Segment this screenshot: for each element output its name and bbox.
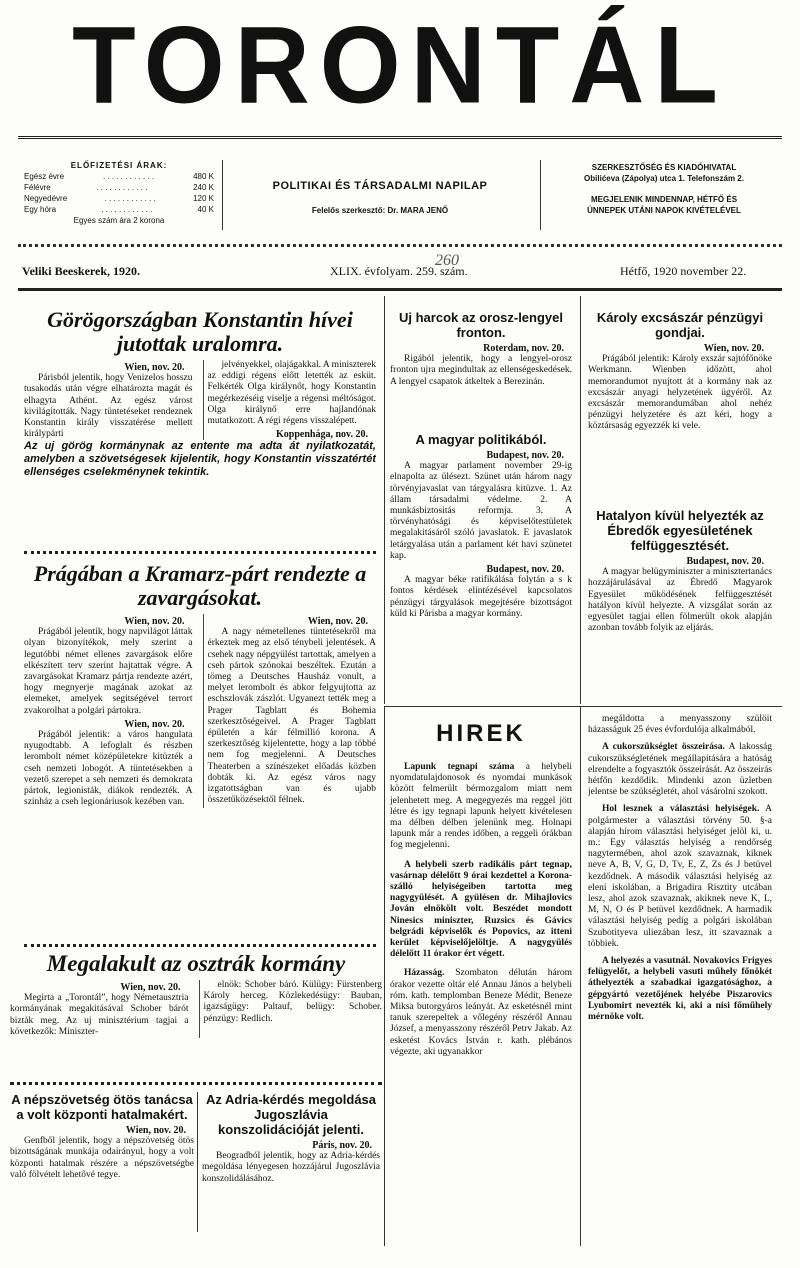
dateline: Wien, nov. 20.: [124, 362, 185, 373]
handwritten-number: 260: [435, 252, 459, 269]
article-karoly: [588, 310, 772, 506]
office-line: SZERKESZTŐSÉG ÉS KIADÓHIVATAL: [591, 163, 737, 172]
dateline-place: Veliki Beeskerek, 1920.: [22, 264, 141, 278]
headline: Uj harcok az orosz-lengyel fronton.: [399, 310, 563, 340]
news-title: A helybeli szerb radikális párt: [404, 859, 538, 870]
subscription-row: Egész évre . . . . . . . . . . . . 480 K: [24, 172, 214, 181]
article-body: Prágából jelentik: Károly exszár sajtófőnöke Werkmann. Wienben időzött, ahol memorandumot nyujtott át a kormány nak az excsászár anyagi helyzetének ügyéről. Az excsászár memorandumában ahol nehéz pénzügyi helyzetére és azt kéri, hogy a köztársaság egyezzék ki vele.: [588, 354, 772, 432]
hirek-left: [390, 762, 572, 1252]
masthead-rule: [18, 136, 782, 139]
article-adria: [202, 1092, 380, 1242]
article-body: Megirta a „Torontál”, hogy Németausztria kormányának megakitásával Schober bárót bizták meg. Az uj minisztérium tagjai a következők: Miniszter-: [10, 993, 189, 1037]
editor-line: Felelős szerkesztő: Dr. MARA JENŐ: [311, 206, 449, 215]
headline: A népszövetség ötös tanácsa a volt központi hatalmakért.: [11, 1092, 193, 1122]
dateline: Páris, nov. 20.: [312, 1140, 372, 1151]
subscription-row: Negyedévre . . . . . . . . . . . . 120 K: [24, 194, 214, 203]
subscription-heading: ELŐFIZETÉSI ÁRAK:: [70, 161, 168, 170]
subscription-row: Félévre . . . . . . . . . . . . 240 K: [24, 183, 214, 192]
office-line: MEGJELENIK MINDENNAP, HÉTFŐ ÉS: [590, 195, 738, 204]
office-line: ÜNNEPEK UTÁNI NAPOK KIVÉTELÉVEL: [587, 206, 741, 215]
news-body: A lakosság cukorszükségletének megállapitására a hatóság elrendelte a fogyasztók összeirását. Az összeirás hétfőn kezdődik. Mindenki azon üzletben jelentse be szükségletét, ahol vásárolni szokott.: [588, 742, 772, 798]
article-bold-note: Az uj görög kormánynak az entente ma adta át nyilatkozatát, amelyben a szövetségesek kijelentik, hogy Konstantin visszatértét ellenséges cselekménynek tekintik.: [24, 440, 376, 479]
dateline: Wien, nov. 20.: [124, 718, 185, 730]
masthead: [30, 4, 770, 129]
header-divider: [222, 160, 223, 230]
article-body: A magyar belügyminiszter a minisztertanács hozzájárulásával az Ébredő Magyarok Egyesület működésének felfüggesztését hatályon kívül helyezte. A vizsgálat során az egyesület tagjai ellen fölmerült okok alapján azonban tovább folyik az eljárás.: [588, 567, 772, 634]
masthead-title: TORONTÁL: [72, 5, 728, 127]
article-body: Rigából jelentik, hogy a lengyel-orosz fronton ujra megindultak az ellenségeskedések. A lengyel csapatok átkeltek a Berezinán.: [390, 354, 572, 387]
hirek-right: [588, 714, 772, 1252]
dateline: Budapest, nov. 20.: [486, 450, 564, 461]
dateline: Wien, nov. 20.: [307, 616, 368, 627]
section-divider: [10, 1082, 382, 1085]
news-title: Lapunk tegnapi száma: [404, 762, 515, 772]
article-polish-front: [390, 310, 572, 430]
column-divider: [384, 296, 385, 704]
tagline: POLITIKAI ÉS TÁRSADALMI NAPILAP: [272, 180, 488, 192]
dateline-rule: [18, 288, 782, 291]
subscription-box: [24, 160, 214, 226]
subscription-row: Egy hóra . . . . . . . . . . . . 40 K: [24, 205, 214, 214]
dateline: [20, 252, 780, 280]
column-divider: [197, 1092, 198, 1232]
headline: Görögországban Konstantin hívei jutottak uralomra.: [47, 308, 353, 356]
article-body: Prágából jelentik, hogy napvilágot láttak olyan bizonyítékok, mely szerint a legutóbbi német ellenes zavargások előre elkészített terv szerint hajtattak végre. A zavargásokat Kramarz pártja rendezte azért, hogy megnyerje magának azokat az elemeket, amelyek segitségével terrort zvakorolhat a polgári pártokra.: [24, 627, 193, 716]
news-title: A cukorszükséglet összeirása.: [602, 742, 725, 753]
article-body: Párisból jelentik, hogy Venizelos hosszu tusakodás után végre elhatározta magát és elhagyta Athént. Az egész várost kivilágitották. Nagy tüntetéseket rendeznek Konstantin király visszatérése mellett királypárti: [24, 373, 193, 440]
article-body: elnök: Schober báró. Külügy: Fürstenberg Károly herceg. Közlekedésügy: Bauban, igazságügy: Paltauf, belügy: Schober. pénzügy: Redlich.: [203, 980, 382, 1024]
dateline: Roterdam, nov. 20.: [483, 343, 564, 354]
dateline: Wien, nov. 20.: [125, 1125, 186, 1136]
dateline-issue: XLIX. évfolyam. 259. szám.: [330, 264, 468, 278]
column-divider: [580, 706, 581, 1246]
section-divider: [24, 944, 376, 947]
article-prague: [24, 562, 376, 934]
article-body: A magyar béke ratifikálása folytán a s k fontos kérdések elintézésével kapcsolatos pénzügyi tárgyalások megejtésére bizottságot küld ki Párisba a magyar kormány.: [390, 575, 572, 619]
news-title: A helyezés a vasutnál.: [602, 956, 691, 967]
subscription-note: Egyes szám ára 2 korona: [73, 216, 165, 225]
news-title: Házasság.: [404, 968, 445, 979]
headline: Károly excsászár pénzügyi gondjai.: [596, 310, 764, 340]
dateline: Wien, nov. 20.: [703, 343, 764, 354]
news-body: megáldotta a menyasszony szülöit házasságuk 25 éves évfordulója alkalmából.: [588, 714, 772, 736]
article-body: jelvényekkel, olajágakkal. A miniszterek az eddigi régens előtt letették az esküt. Felkérték Olga királynőt, hogy Konstantin megérkezéséig viselje a régensi méltóságot. Olga királynő erre hajlandónak mutatkozott. A régi régens visszalépett.: [207, 360, 376, 427]
headline: Megalakult az osztrák kormány: [46, 952, 346, 976]
dateline: Budapest, nov. 20.: [486, 564, 564, 576]
news-body: Szombaton délután három órakor vezette oltár elé Annau János a helybeli róm. kath. templomban Beneze Médit, Beneze Miksa butorgyáros leányát. Az esketésnél mint tanuk szerepeltek a vőlegény részéről Annau József, a menyasszony részéről Petrv Jakab. Az esketést Kovács István r. kath. plébános végezte, aki ugyanakkor: [390, 968, 572, 1057]
article-body: A nagy németellenes tüntetésekről ma érkeztek meg az első ténybeli jelentések. A csehek nagy népgyülést tartottak, amelyen a cseh pártok szónokai beszéltek. Ezután a tömeg a Deutsches Hausház vonult, a melyet lerombolt és abkor felgyujtotta az eschszlovák zászlót. Ugyanezt tették meg a Prager Tagblatt és Bohemia szerkesztőségeivel. A Prager Tagblatt épületén a kár félmillió korona. A szerkesztőség kijelentette, hogy a lap többé nem fog megjelenni. A Deutsches Theaterben a színészeket előadás közben dobták ki. Az egész város nagy izgatottságban van és ujabb összetűközésektől félnek.: [207, 627, 376, 806]
dateline: Koppenhága, nov. 20.: [276, 429, 368, 441]
news-body: Novakovics Frigyes felügyelőt, a helybeli vasuti műhely főnökét áthelyezték a szabadkai igazgatósághoz, a gépgyártó vezetőjének helyébe Piszarovics Lyubomirt nevezték ki, aki a nisi főműhely mérnöke volt.: [588, 956, 772, 1023]
header-rule: [18, 244, 782, 247]
column-divider: [580, 296, 581, 704]
hirek-top-rule: [384, 706, 782, 707]
article-body: Beogradból jelentik, hogy az Adria-kérdés megoldása lényegesen hozzájárul Jugoszlávia konszolidálásához.: [202, 1151, 380, 1184]
article-body: Genfből jelentik, hogy a népszövetség ötös bizottságának munkája odairányul, hogy a volt központi hatalmak részére a népszövetségbe való fölvételt lehetővé tegye.: [10, 1136, 194, 1180]
office-box: [548, 162, 780, 216]
news-body: tegnap, vasárnap délelőtt 9 órai kezdettel a Korona-szálló helyiségeiben tartotta meg nagygyülését. A gyülésen dr. Mihajlovics Jován elnökölt volt. Beszédet mondott Ninesics miniszter, Ruzsics és Gávics belgrádi képviselők és Popovics, az itteni kerület képviselőjelöltje. A nagygyülés délelőtt 11 órakor ért végett.: [390, 859, 572, 960]
hirek-title: HIREK: [436, 720, 526, 747]
dateline: Budapest, nov. 20.: [686, 556, 764, 567]
article-greece: [24, 308, 376, 548]
article-body: Prágából jelentik: a város hangulata nyugodtabb. A lefoglalt és részben lerombolt német középületekre kitüzték a cseh nemzeti lobogót. A tüntetésekben a vezető szerepet a seh nemzeti és demokrata pártok, legionisták, diákok rendezték. A szinház a cseh legionáriusok kezében van.: [24, 730, 193, 808]
article-austria: [10, 952, 382, 1072]
column-divider: [384, 706, 385, 1246]
news-body: a helybeli nyomdatulajdonosok és nyomdai munkások között felmerült bérmozgalom miatt nem jelenhetett meg. A megegyezés ma reggel jött létre és igy tegnapi lapunk helyett kivételesen ma délben délben jelenünk meg. Holnapi lapunk már a rendes időben, a reggeli órákban fog megjelenni.: [390, 762, 572, 851]
article-body: A magyar parlament november 29-ig elnapolta az ülésezt. Szünet után három nagy törvényjavaslat van tárgyalásra kitüzve. 1. Az állam társadalmi védelme. 2. A munkásbiztositás reformja. 3. A törvényhatósági és képviselőtestületek megalakitásáról szóló javaslatok. E javaslatok letárgyalása után a parlament két havi szünetet kap.: [390, 461, 572, 561]
headline: Az Adria-kérdés megoldása Jugoszlávia konszolidációját jelenti.: [205, 1092, 377, 1137]
news-title: Hol lesznek a választási helyiségek.: [602, 804, 760, 815]
header-divider: [540, 160, 541, 230]
headline: A magyar politikából.: [415, 432, 547, 447]
office-line: Obilićeva (Zápolya) utca 1. Telefonszám 2.: [584, 174, 744, 183]
article-ebredok: [588, 508, 772, 704]
headline: Hatalyon kívül helyezték az Ébredők egyesületének felfüggesztését.: [596, 508, 764, 553]
dateline: Wien, nov. 20.: [124, 616, 185, 627]
news-body: A polgármester a választási törvény 50. §-a alapján hírom választási helyiséget jelöl ki, u. m.: Egy választás helyiség a rendőrség nagytermében, ahol azok szavaznak, kiknek neve A, B, V, G, D, Tv, E, Z, Zs és J betüvel kezdődnek. A második választási helyiség az eleni iskolában, a Brigadira Risztity utcában lesz, ahol azok szavaznak, akiknek neve K, L, M, N, O és P betüvel kezdődnek. A harmadik választási helyiség pedig a polgári iskolában Szubotityeva uliezában lesz, itt szavaznak a többiek.: [588, 804, 772, 949]
article-league: [10, 1092, 194, 1242]
dateline: Wien, nov. 20.: [120, 982, 181, 993]
article-hungarian-politics: [390, 432, 572, 702]
headline: Prágában a Kramarz-párt rendezte a zavargásokat.: [33, 562, 367, 610]
section-divider: [24, 551, 376, 554]
dateline-date: Hétfő, 1920 november 22.: [620, 264, 747, 278]
